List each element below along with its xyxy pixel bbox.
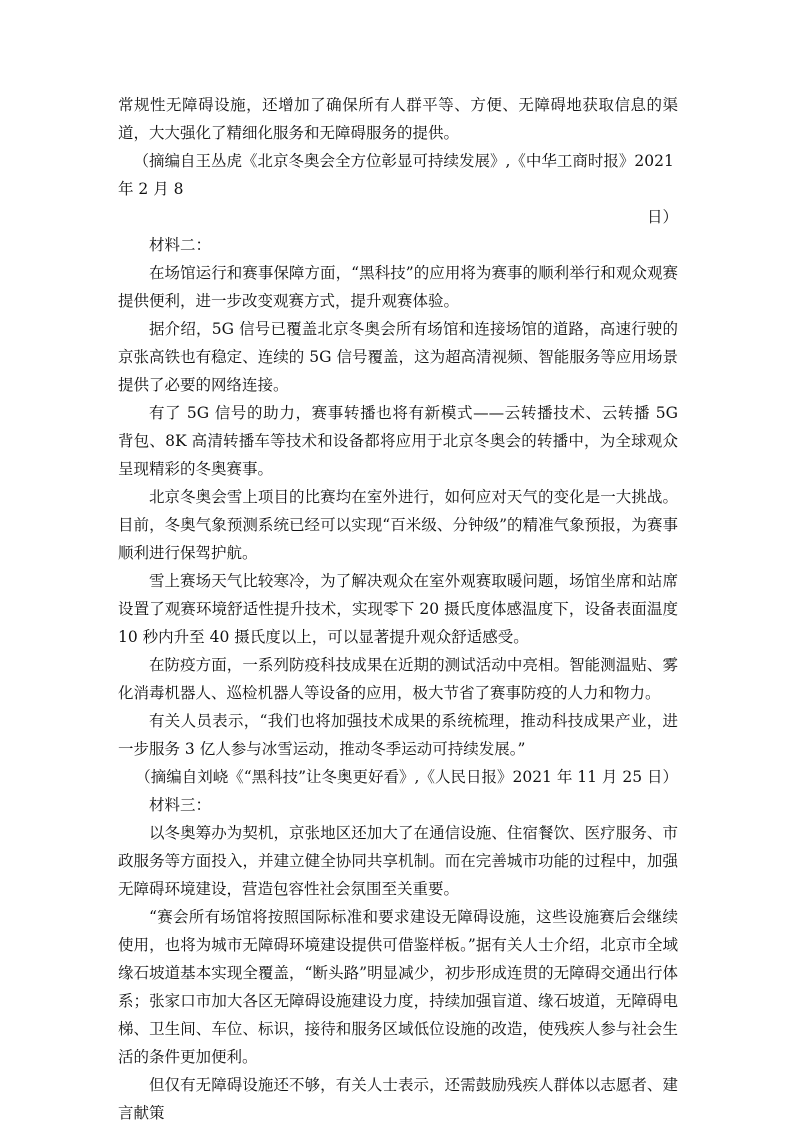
paragraph: 北京冬奥会雪上项目的比赛均在室外进行，如何应对天气的变化是一大挑战。目前，冬奥气象预测系统已经可以实现“百米级、分钟级”的精准气象预报，为赛事顺利进行保驾护航。 <box>118 488 678 562</box>
paragraph: 在防疫方面，一系列防疫科技成果在近期的测试活动中亮相。智能测温贴、雾化消毒机器人、巡检机器人等设备的应用，极大节省了赛事防疫的人力和物力。 <box>118 656 678 702</box>
paragraph-continuation: 常规性无障碍设施，还增加了确保所有人群平等、方便、无障碍地获取信息的渠道，大大强化了精细化服务和无障碍服务的提供。 <box>118 96 678 142</box>
source-citation-1-end: 日） <box>646 208 678 226</box>
paragraph: 在场馆运行和赛事保障方面，“黑科技”的应用将为赛事的顺利举行和观众观赛提供便利，进一步改变观赛方式，提升观赛体验。 <box>118 264 678 310</box>
paragraph: 有了 5G 信号的助力，赛事转播也将有新模式——云转播技术、云转播 5G 背包、8K 高清转播车等技术和设备都将应用于北京冬奥会的转播中，为全球观众呈现精彩的冬奥赛事。 <box>118 404 678 478</box>
source-citation-2: （摘编自刘峣《“黑科技”让冬奥更好看》,《人民日报》2021 年 11 月 25 日） <box>135 768 678 786</box>
paragraph: 雪上赛场天气比较寒冷，为了解决观众在室外观赛取暖问题，场馆坐席和站席设置了观赛环境舒适性提升技术，实现零下 20 摄氏度体感温度下，设备表面温度 10 秒内升至 40 摄氏度以上，可以显著提升观众舒适感受。 <box>118 572 678 646</box>
paragraph: 据介绍，5G 信号已覆盖北京冬奥会所有场馆和连接场馆的道路，高速行驶的京张高铁也有稳定、连续的 5G 信号覆盖，这为超高清视频、智能服务等应用场景提供了必要的网络连接。 <box>118 320 678 394</box>
material-two-heading: 材料二： <box>149 236 212 254</box>
paragraph: 有关人员表示，“我们也将加强技术成果的系统梳理，推动科技成果产业，进一步服务 3 亿人参与冰雪运动，推动冬季运动可持续发展。” <box>118 712 678 758</box>
document-body <box>118 91 678 1127</box>
material-three-heading: 材料三： <box>149 796 212 814</box>
source-citation-1: （摘编自王丛虎《北京冬奥会全方位彰显可持续发展》,《中华工商时报》2021 年 2 月 8 <box>118 152 674 198</box>
paragraph: 但仅有无障碍设施还不够，有关人士表示，还需鼓励残疾人群体以志愿者、建言献策 <box>118 1076 678 1122</box>
paragraph: “赛会所有场馆将按照国际标准和要求建设无障碍设施，这些设施赛后会继续使用，也将为城市无障碍环境建设提供可借鉴样板。”据有关人士介绍，北京市全域缘石坡道基本实现全覆盖，“断头路”明显减少，初步形成连贯的无障碍交通出行体系；张家口市加大各区无障碍设施建设力度，持续加强盲道、缘石坡道，无障碍电梯、卫生间、车位、标识，接待和服务区域低位设施的改造，使残疾人参与社会生活的条件更加便利。 <box>118 908 678 1066</box>
paragraph: 以冬奥筹办为契机，京张地区还加大了在通信设施、住宿餐饮、医疗服务、市政服务等方面投入，并建立健全协同共享机制。而在完善城市功能的过程中，加强无障碍环境建设，营造包容性社会氛围至关重要。 <box>118 824 678 898</box>
